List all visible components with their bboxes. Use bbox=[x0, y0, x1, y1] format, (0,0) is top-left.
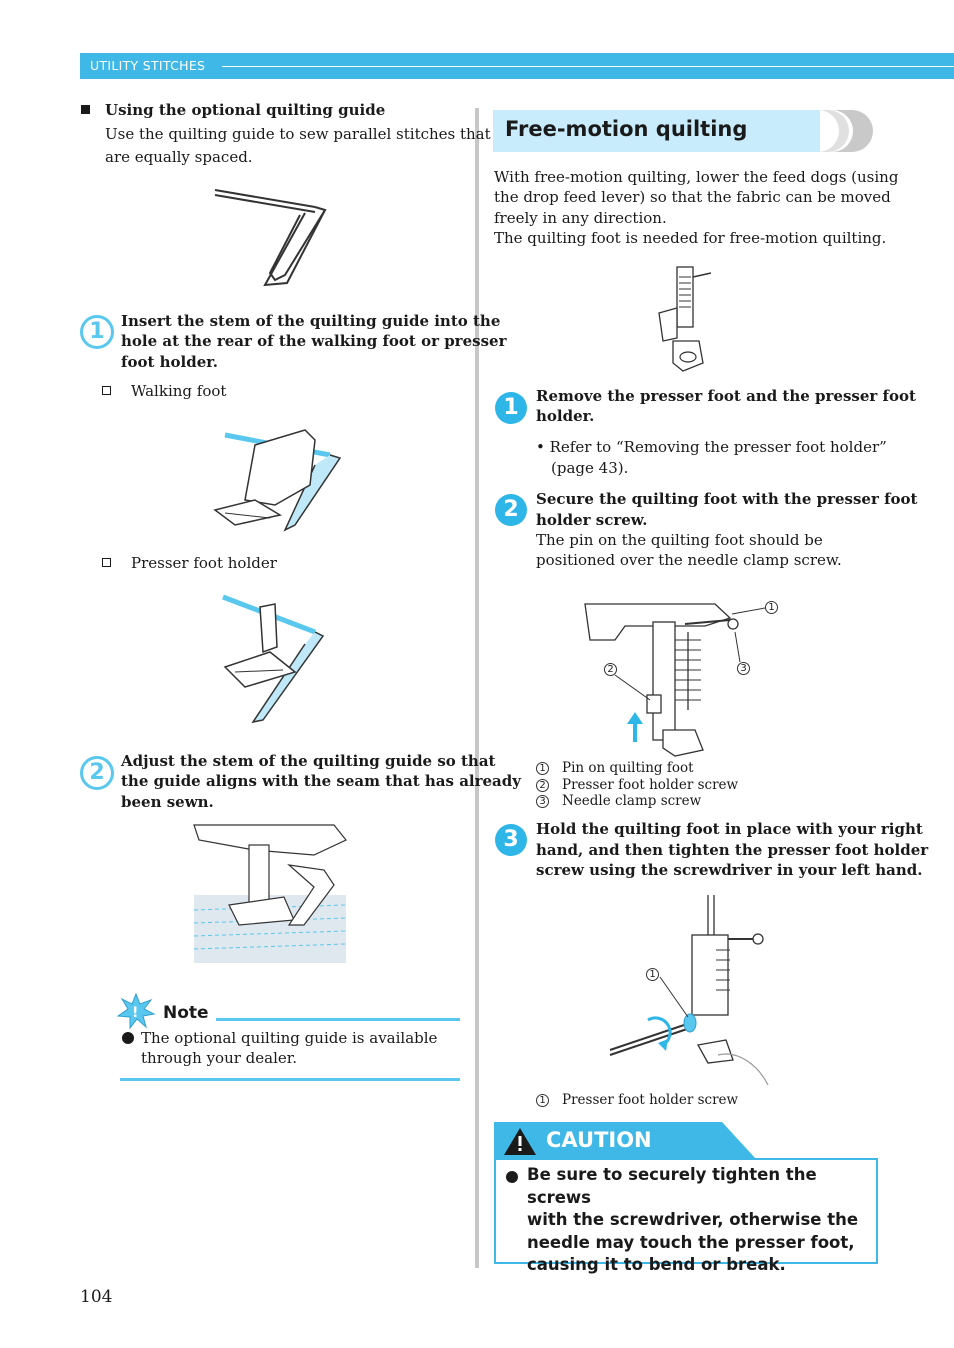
callout-3: 3 bbox=[737, 662, 750, 675]
fm-step-1-bullet-line-1: • Refer to “Removing the presser foot holder” bbox=[536, 438, 887, 456]
fm-step-1-line-1: Remove the presser foot and the presser foot bbox=[536, 387, 916, 405]
legend-text-3: Needle clamp screw bbox=[562, 793, 702, 809]
subheading: Using the optional quilting guide bbox=[105, 101, 386, 119]
fm-step-3-line-3: screw using the screwdriver in your left hand. bbox=[536, 861, 923, 879]
step-2-line-1: Adjust the stem of the quilting guide so that bbox=[121, 752, 496, 770]
note-icon bbox=[118, 994, 154, 1028]
legend-text-1: Pin on quilting foot bbox=[562, 760, 694, 776]
page-number: 104 bbox=[80, 1287, 113, 1307]
intro-line-2: are equally spaced. bbox=[105, 148, 253, 166]
legend-text-2: Presser foot holder screw bbox=[562, 777, 739, 793]
callout-2: 2 bbox=[604, 663, 617, 676]
step-1-number: 1 bbox=[80, 315, 114, 349]
caution-line-2: with the screwdriver, otherwise the bbox=[527, 1210, 859, 1229]
fm-intro-line-3: freely in any direction. bbox=[494, 209, 667, 227]
caution-line-4: causing it to bend or break. bbox=[527, 1255, 786, 1274]
step-2-line-2: the guide aligns with the seam that has already bbox=[121, 772, 521, 790]
step3-legend-text: Presser foot holder screw bbox=[562, 1092, 739, 1108]
svg-text:!: ! bbox=[132, 1005, 139, 1021]
header-title: UTILITY STITCHES bbox=[90, 58, 206, 73]
fm-step-2-line-1: Secure the quilting foot with the presser foot bbox=[536, 490, 918, 508]
walking-foot-illustration bbox=[195, 425, 355, 535]
option-box-bullet bbox=[102, 386, 111, 395]
fm-step-3-line-2: hand, and then tighten the presser foot holder bbox=[536, 841, 929, 859]
note-rule-bottom bbox=[120, 1078, 460, 1081]
caution-line-3: needle may touch the presser foot, bbox=[527, 1232, 855, 1252]
fm-intro-line-2: the drop feed lever) so that the fabric can be moved bbox=[494, 188, 891, 206]
presser-foot-holder-label: Presser foot holder bbox=[131, 554, 277, 572]
fm-step-3-number: 3 bbox=[495, 824, 527, 856]
legend-num-3: 3 bbox=[536, 795, 549, 808]
caution-text bbox=[527, 1164, 867, 1277]
header-rule bbox=[222, 66, 954, 67]
fm-step-2-number: 2 bbox=[495, 494, 527, 526]
presser-foot-holder-illustration bbox=[215, 592, 330, 727]
step3-legend-num: 1 bbox=[536, 1094, 549, 1107]
legend-num-2: 2 bbox=[536, 779, 549, 792]
note-line-1: The optional quilting guide is available bbox=[141, 1029, 438, 1047]
fm-step-2-body-line-1: The pin on the quilting foot should be bbox=[536, 531, 823, 549]
quilting-guide-illustration bbox=[205, 185, 335, 290]
section-title: Free-motion quilting bbox=[505, 117, 748, 141]
option-box-bullet bbox=[102, 558, 111, 567]
column-divider bbox=[475, 108, 479, 1268]
note-rule-top bbox=[216, 1018, 460, 1021]
fm-step-1-number: 1 bbox=[495, 392, 527, 424]
quilting-foot-illustration bbox=[655, 263, 715, 375]
fm-step-3-line-1: Hold the quilting foot in place with your right bbox=[536, 820, 923, 838]
walking-foot-label: Walking foot bbox=[131, 382, 227, 400]
legend-num-1: 1 bbox=[536, 762, 549, 775]
fm-step-1-line-2: holder. bbox=[536, 407, 595, 425]
fm-step-2-line-2: holder screw. bbox=[536, 511, 648, 529]
quilting-foot-install-illustration bbox=[585, 600, 750, 760]
step-1-line-1: Insert the stem of the quilting guide into the bbox=[121, 312, 501, 330]
step-2-line-3: been sewn. bbox=[121, 793, 214, 811]
note-title: Note bbox=[163, 1003, 209, 1023]
fm-intro-line-1: With free-motion quilting, lower the feed dogs (using bbox=[494, 168, 899, 186]
banner-end-cap bbox=[818, 110, 874, 152]
intro-line-1: Use the quilting guide to sew parallel stitches that bbox=[105, 125, 491, 143]
fm-step-2-body-line-2: positioned over the needle clamp screw. bbox=[536, 551, 842, 569]
square-bullet bbox=[81, 105, 90, 114]
note-bullet bbox=[122, 1032, 134, 1044]
step-2-number: 2 bbox=[80, 756, 114, 790]
step3-callout-1: 1 bbox=[646, 968, 659, 981]
fm-intro-line-4: The quilting foot is needed for free-motion quilting. bbox=[494, 229, 887, 247]
note-line-2: through your dealer. bbox=[141, 1049, 298, 1067]
fm-step-1-bullet-line-2: (page 43). bbox=[551, 459, 629, 477]
callout-1: 1 bbox=[765, 601, 778, 614]
caution-title: CAUTION bbox=[546, 1128, 652, 1152]
caution-bullet bbox=[506, 1171, 518, 1183]
step-1-line-2: hole at the rear of the walking foot or presser bbox=[121, 332, 507, 350]
caution-line-1: Be sure to securely tighten the screws bbox=[527, 1165, 817, 1207]
step-1-line-3: foot holder. bbox=[121, 353, 219, 371]
screwdriver-illustration bbox=[608, 895, 773, 1090]
sewing-with-guide-illustration bbox=[194, 825, 346, 965]
